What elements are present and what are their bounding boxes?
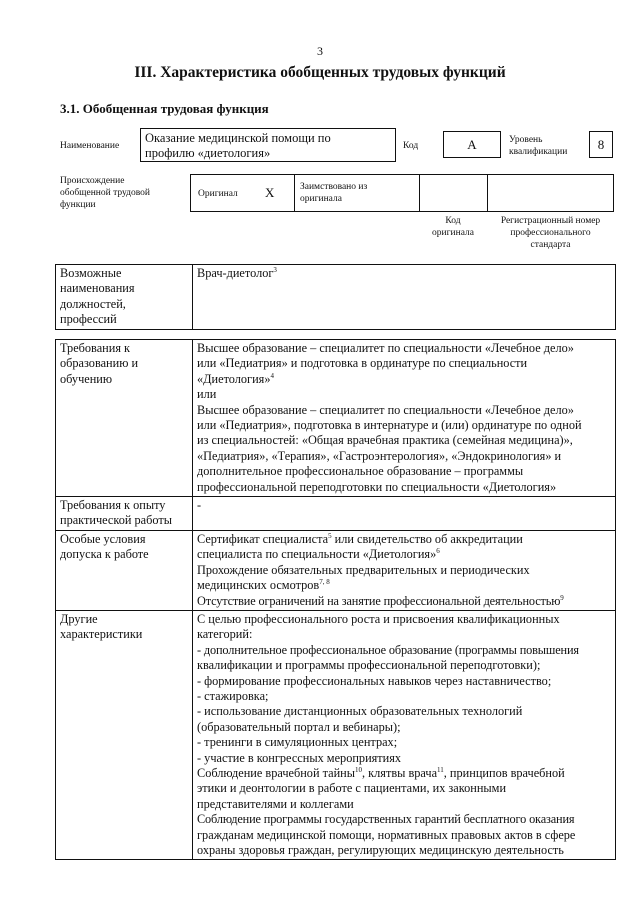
experience-value: - xyxy=(193,497,616,531)
education-label: Требования к образованию и обучению xyxy=(56,340,193,497)
origin-box xyxy=(190,174,614,212)
conditions-label: Особые условия допуска к работе xyxy=(56,530,193,610)
origin-label: Происхождение обобщенной трудовой функции xyxy=(60,176,150,210)
borrowed-label: Заимствовано из оригинала xyxy=(300,182,368,204)
conditions-row xyxy=(56,530,616,610)
level-value: 8 xyxy=(597,137,605,152)
page-number: 3 xyxy=(317,44,323,58)
code-value: А xyxy=(467,137,477,152)
experience-row xyxy=(56,497,616,531)
positions-label: Возможные наименования должностей, профессий xyxy=(56,265,193,330)
name-label: Наименование xyxy=(60,141,120,151)
original-mark: X xyxy=(265,185,275,200)
other-value: С целью профессионального роста и присвоения квалификационных категорий: - дополнительное профессиональное образование (программы повышения квалификации и программы профессиональной переподготовки); - формирование профессиональных навыков через наставничество; - стажировка; - использование дистанционных образовательных технологий (образовательный портал и вебинары); - тренинги в симуляционных центрах; - участие в конгрессных мероприятиях Соблюдение врачебной тайны$^{10}$, клятвы врача$^{11}$, принципов врачебной этики и деонтологии в работе с пациентами, их законными представителями и коллегами Соблюдение программы государственных гарантий бесплатного оказания гражданам медицинской помощи, нормативных правовых актов в сфере охраны здоровья граждан, регулирующих медицинскую деятельность xyxy=(193,610,616,860)
section-title: III. Характеристика обобщенных трудовых функций xyxy=(134,64,506,81)
education-value: Высшее образование – специалитет по специальности «Лечебное дело» или «Педиатрия» и подготовка в ординатуре по специальности «Диетология»$^4$ или Высшее образование – специалитет по специальности «Лечебное дело» или «Педиатрия», подготовка в интернатуре и (или) ординатуре по одной из специальностей: «Общая врачебная практика (семейная медицина)», «Педиатрия», «Терапия», «Гастроэнтерология», «Эндокринология» и дополнительное профессиональное образование – программы профессиональной переподготовки по специальности «Диетология» xyxy=(193,340,616,497)
other-label: Другие характеристики xyxy=(56,610,193,860)
reg-number-caption: Регистрационный номер профессионального стандарта xyxy=(500,216,601,250)
other-row xyxy=(56,610,616,860)
experience-label: Требования к опыту практической работы xyxy=(56,497,193,531)
original-label: Оригинал xyxy=(198,189,238,199)
subsection-title: 3.1. Обобщенная трудовая функция xyxy=(60,101,269,116)
positions-value: Врач-диетолог$^3$ xyxy=(193,265,616,330)
positions-table xyxy=(55,264,616,330)
education-row xyxy=(56,340,616,497)
conditions-value: Сертификат специалиста$^5$ или свидетельство об аккредитации специалиста по специальности «Диетология»$^6$ Прохождение обязательных предварительных и периодических медицинских осмотров$^{7, 8}$ Отсутствие ограничений на занятие профессиональной деятельностью$^9$ xyxy=(193,530,616,610)
name-value-box xyxy=(140,128,396,162)
code-label: Код xyxy=(403,141,419,151)
name-value-line: профилю «диетология» xyxy=(145,146,271,160)
name-value-line: Оказание медицинской помощи по xyxy=(145,131,331,145)
level-label: Уровень квалификации xyxy=(509,135,568,157)
requirements-table xyxy=(55,339,616,860)
level-value-box xyxy=(589,131,613,158)
positions-row xyxy=(56,265,616,330)
code-value-box xyxy=(443,131,501,158)
code-origin-caption: Код оригинала xyxy=(432,216,474,238)
